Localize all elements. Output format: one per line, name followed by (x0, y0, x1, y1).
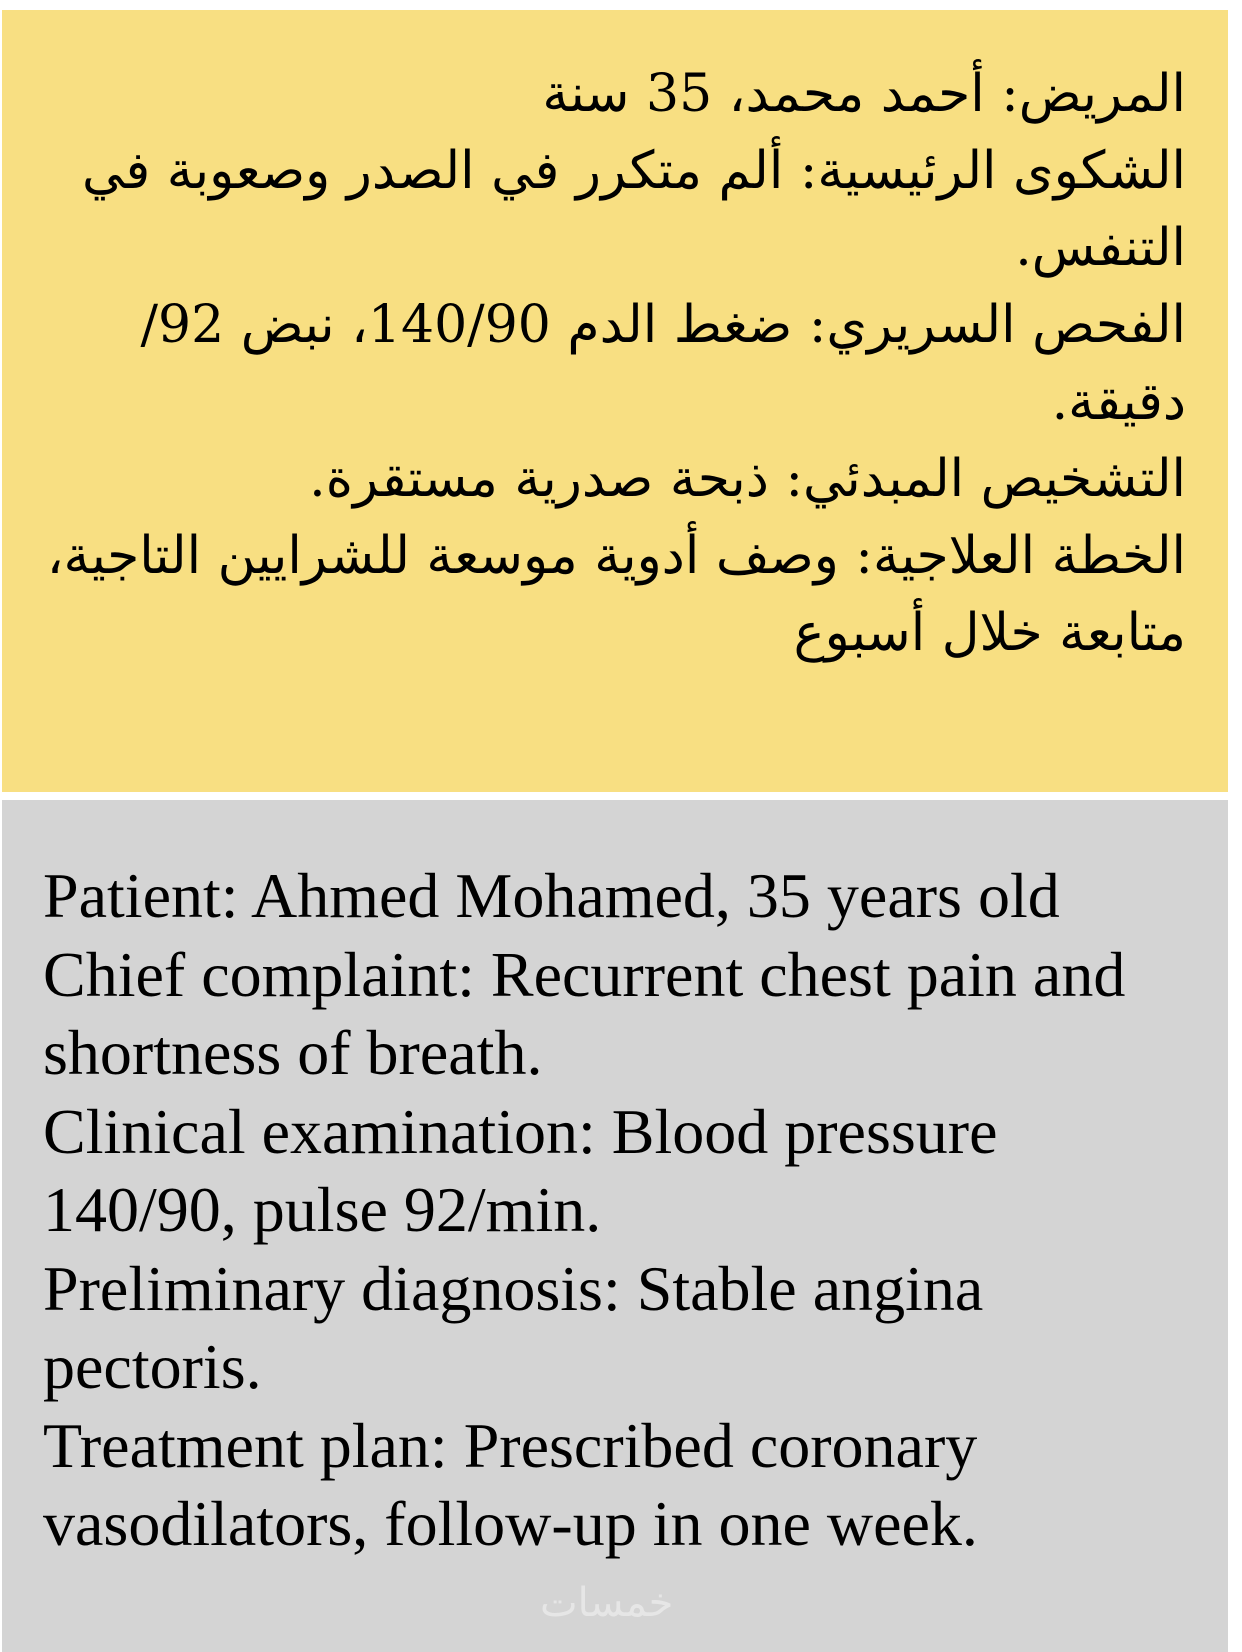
english-patient-line: Patient: Ahmed Mohamed, 35 years old (43, 860, 1060, 931)
arabic-diagnosis-line: التشخيص المبدئي: ذبحة صدرية مستقرة. (309, 449, 1186, 509)
arabic-note-panel (2, 10, 1228, 792)
arabic-patient-line: المريض: أحمد محمد، 35 سنة (542, 64, 1186, 124)
arabic-chief-complaint-line: الشكوى الرئيسية: ألم متكرر في الصدر وصعوبة في التنفس. (81, 141, 1186, 278)
english-treatment-line: Treatment plan: Prescribed coronary vasodilators, follow-up in one week. (43, 1409, 978, 1559)
arabic-clinical-exam-line: الفحص السريري: ضغط الدم 140/90، نبض 92/ دقيقة. (140, 295, 1186, 432)
watermark: خمسات (540, 1580, 674, 1626)
arabic-note-text (42, 56, 1186, 672)
english-chief-complaint-line: Chief complaint: Recurrent chest pain and shortness of breath. (43, 938, 1126, 1088)
arabic-treatment-line: الخطة العلاجية: وصف أدوية موسعة للشرايين التاجية، متابعة خلال أسبوع (46, 526, 1186, 663)
english-note-panel (2, 800, 1228, 1652)
english-diagnosis-line: Preliminary diagnosis: Stable angina pectoris. (43, 1252, 984, 1402)
english-note-text (43, 857, 1178, 1564)
english-clinical-exam-line: Clinical examination: Blood pressure 140/90, pulse 92/min. (43, 1095, 998, 1245)
